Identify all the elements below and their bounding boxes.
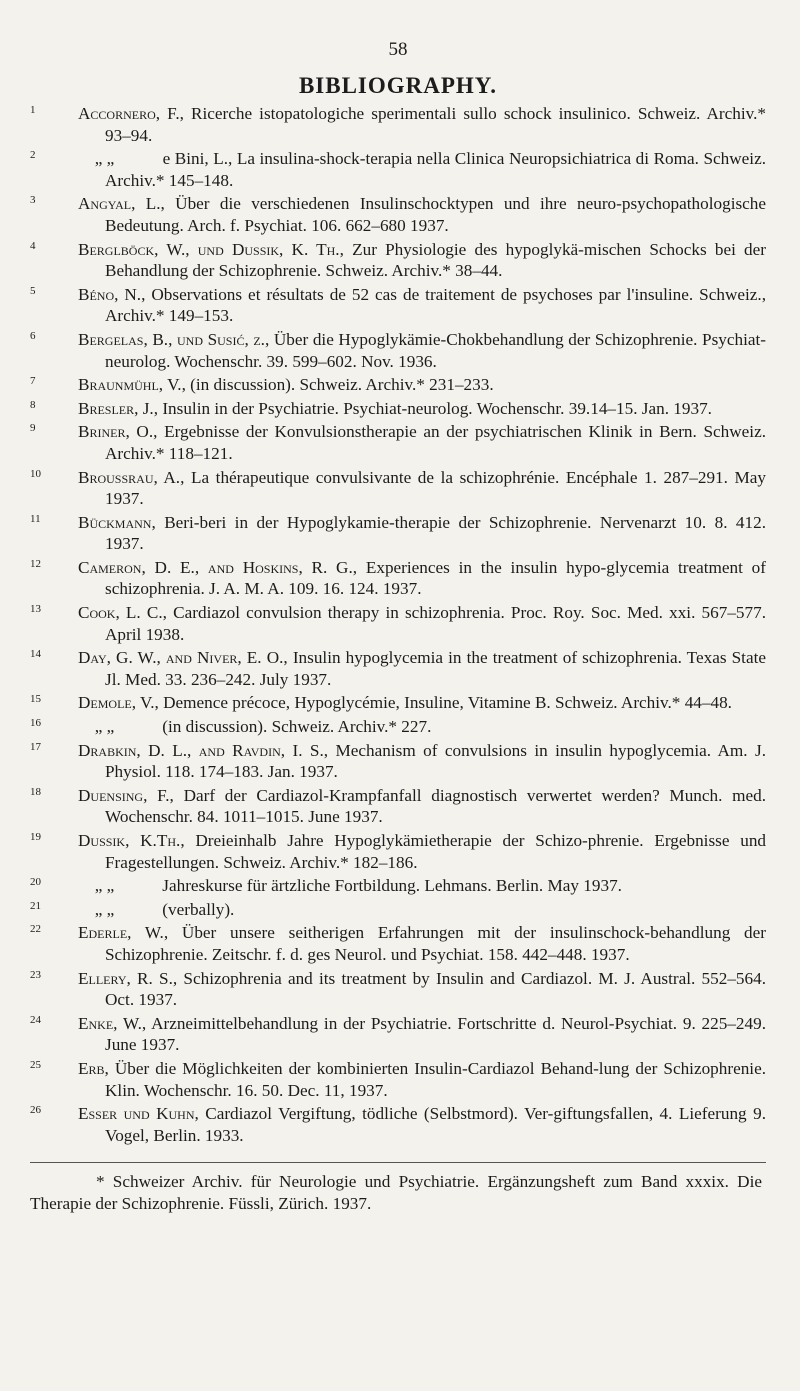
entry-author: Broussrau, A., — [78, 467, 185, 487]
entry-text — [78, 1058, 766, 1101]
entry-author: Demole, V., — [78, 693, 159, 713]
entry-author: Béno, N., — [78, 284, 146, 304]
entry-citation: Über die Hypoglykämie-Chokbehandlung der Schizophrenie. Psychiat-neurolog. Wochenschr. 39. 599–602. Nov. 1936. — [105, 329, 766, 371]
entry-text — [78, 968, 766, 1011]
entry-text — [78, 103, 766, 146]
entry-citation: Ricerche istopatologiche sperimentali sullo schock insulinico. Schweiz. Archiv.* 93–94. — [105, 104, 766, 145]
ditto-marks: „ „ — [94, 717, 115, 737]
entry-text — [78, 899, 766, 921]
ditto-marks: „ „ — [94, 149, 115, 169]
entry-number: 15 — [30, 693, 41, 706]
entry-author: Day, G. W., and Niver, E. O., — [78, 648, 288, 668]
entry-citation: Experiences in the insulin hypo-glycemia treatment of schizophrenia. J. A. M. A. 109. 16. 124. 1937. — [105, 557, 766, 599]
entry-citation: Dreieinhalb Jahre Hypoglykämietherapie der Schizo-phrenie. Ergebnisse und Fragestellungen. Schweiz. Archiv.* 182–186. — [105, 831, 767, 872]
entry-author: Erb, — [78, 1058, 109, 1078]
entry-author: Briner, O., — [78, 422, 158, 442]
entry-citation: (in discussion). Schweiz. Archiv.* 231–233. — [190, 375, 494, 395]
entry-author: Esser und Kuhn, — [78, 1104, 199, 1124]
entry-author: Ederle, W., — [78, 923, 169, 943]
bibliography-entry — [30, 467, 766, 510]
entry-number: 8 — [30, 398, 36, 411]
entry-text — [78, 692, 766, 714]
entry-citation: Über die Möglichkeiten der kombinierten Insulin-Cardiazol Behand-lung der Schizophrenie. Klin. Wochenschr. 16. 50. Dec. 11, 1937. — [105, 1058, 766, 1100]
entry-number: 21 — [30, 899, 41, 912]
bibliography-entry — [30, 740, 766, 783]
bibliography-entry — [30, 1103, 766, 1146]
bibliography-entry — [30, 692, 766, 714]
entry-citation: Arzneimittelbehandlung in der Psychiatrie. Fortschritte d. Neurol-Psychiat. 9. 225–249. June 1937. — [105, 1013, 766, 1055]
entry-number: 12 — [30, 557, 41, 570]
entry-number: 3 — [30, 194, 36, 207]
ditto-marks: „ „ — [94, 899, 115, 919]
bibliography-entry — [30, 329, 766, 372]
entry-number: 23 — [30, 968, 41, 981]
entry-number: 17 — [30, 740, 41, 753]
entry-citation: Ergebnisse der Konvulsionstherapie an der psychiatrischen Klinik in Bern. Schweiz. Archiv.* 118–121. — [105, 422, 766, 463]
entry-text — [78, 398, 766, 420]
entry-text — [78, 148, 766, 191]
entry-author: Dussik, K.Th., — [78, 831, 185, 850]
entry-author: Enke, W., — [78, 1013, 147, 1033]
bibliography-entry — [30, 968, 766, 1011]
entry-author: Bückmann, — [78, 512, 156, 532]
entry-citation: Beri-beri in der Hypoglykamie-therapie der Schizophrenie. Nervenarzt 10. 8. 412. 1937. — [105, 512, 766, 554]
entry-author: Angyal, L., — [78, 194, 165, 214]
entry-number: 6 — [30, 329, 36, 342]
entry-text — [78, 512, 766, 555]
entry-number: 22 — [30, 923, 41, 936]
entry-text — [78, 239, 766, 282]
entry-author: Accornero, F., — [78, 104, 184, 123]
entry-citation: Mechanism of convulsions in insulin hypoglycemia. Am. J. Physiol. 118. 174–183. Jan. 1937. — [105, 740, 766, 782]
entry-author: Ellery, R. S., — [78, 968, 178, 988]
entry-number: 4 — [30, 239, 36, 252]
bibliography-entry — [30, 602, 766, 645]
bibliography-entry — [30, 374, 766, 396]
entry-text — [78, 785, 766, 828]
entry-number: 11 — [30, 512, 41, 525]
page-title: BIBLIOGRAPHY. — [298, 73, 498, 98]
bibliography-entry — [30, 148, 766, 191]
ditto-marks: „ „ — [94, 876, 115, 896]
footnote: * Schweizer Archiv. für Neurologie und Psychiatrie. Ergänzungsheft zum Band xxxix. Die Therapie der Schizophrenie. Füssli, Zürich. 1937. — [30, 1172, 762, 1213]
entry-text — [78, 1103, 766, 1146]
bibliography-entry — [30, 830, 766, 873]
bibliography-entry — [30, 284, 766, 327]
entry-author: Bresler, J., — [78, 398, 159, 418]
entry-citation: Demence précoce, Hypoglycémie, Insuline, Vitamine B. Schweiz. Archiv.* 44–48. — [163, 693, 732, 713]
entry-citation: Insulin in der Psychiatrie. Psychiat-neurolog. Wochenschr. 39.14–15. Jan. 1937. — [162, 398, 712, 418]
entry-text — [78, 647, 766, 690]
entry-number: 5 — [30, 284, 36, 297]
entry-number: 18 — [30, 785, 41, 798]
entry-citation: e Bini, L., La insulina-shock-terapia nella Clinica Neuropsichiatrica di Roma. Schweiz. Archiv.* 145–148. — [105, 149, 767, 190]
entry-citation: (in discussion). Schweiz. Archiv.* 227. — [162, 717, 432, 737]
entry-text — [78, 716, 766, 738]
entry-number: 7 — [30, 375, 36, 388]
entry-citation: Über unsere seitherigen Erfahrungen mit der insulinschock-behandlung der Schizophrenie. Zeitschr. f. d. ges Neurol. und Psychiat. 158. 442–448. 1937. — [105, 923, 767, 964]
entry-author: Braunmühl, V., — [78, 375, 186, 395]
entry-author: Cook, L. C., — [78, 603, 167, 623]
entry-text — [78, 284, 766, 327]
entry-citation: Cardiazol Vergiftung, tödliche (Selbstmord). Ver-giftungsfallen, 4. Lieferung 9. Vogel, Berlin. 1933. — [105, 1104, 766, 1145]
entry-number: 14 — [30, 648, 41, 661]
bibliography-entry — [30, 899, 766, 921]
entry-citation: Über die verschiedenen Insulinschocktypen und ihre neuro-psychopathologische Bedeutung. Arch. f. Psychiat. 106. 662–680 1937. — [105, 194, 767, 235]
entry-author: Duensing, F., — [78, 785, 174, 805]
entry-author: Drabkin, D. L., and Ravdin, I. S., — [78, 740, 329, 760]
entry-text — [78, 830, 766, 873]
entry-author: Berglböck, W., und Dussik, K. Th., — [78, 239, 344, 259]
bibliography-entry — [30, 647, 766, 690]
bibliography-entry — [30, 193, 766, 236]
entry-text — [78, 374, 766, 396]
entry-number: 13 — [30, 603, 41, 616]
entry-citation: Observations et résultats de 52 cas de traitement de psychoses par l'insuline. Schweiz., Archiv.* 149–153. — [105, 284, 766, 326]
bibliography-entry — [30, 1013, 766, 1056]
entry-number: 1 — [30, 104, 36, 116]
entry-text — [78, 875, 766, 897]
bibliography-entry — [30, 398, 766, 420]
entry-citation: Zur Physiologie des hypoglykä-mischen Schocks bei der Behandlung der Schizophrenie. Schweiz. Archiv.* 38–44. — [105, 239, 766, 281]
entry-number: 16 — [30, 717, 41, 730]
entry-text — [78, 329, 766, 372]
footnote-divider — [30, 1162, 766, 1163]
entry-text — [78, 557, 766, 600]
entry-citation: (verbally). — [162, 899, 235, 919]
entry-text — [78, 1013, 766, 1056]
bibliography-entry — [30, 922, 766, 965]
entry-number: 19 — [30, 831, 41, 843]
bibliography-entry — [30, 103, 766, 146]
bibliography-entry — [30, 875, 766, 897]
bibliography-entry — [30, 557, 766, 600]
entry-number: 26 — [30, 1104, 41, 1117]
page-number: 58 — [388, 39, 408, 60]
entry-citation: La thérapeutique convulsivante de la schizophrénie. Encéphale 1. 287–291. May 1937. — [105, 467, 766, 509]
entry-number: 25 — [30, 1058, 41, 1071]
entry-text — [78, 193, 766, 236]
bibliography-entry — [30, 239, 766, 282]
bibliography-list — [30, 103, 766, 1146]
bibliography-entry — [30, 421, 766, 464]
entry-citation: Jahreskurse für ärtzliche Fortbildung. Lehmans. Berlin. May 1937. — [162, 876, 622, 896]
entry-citation: Darf der Cardiazol-Krampfanfall diagnostisch verwertet werden? Munch. med. Wochenschr. 84. 1011–1015. June 1937. — [105, 785, 766, 827]
bibliography-entry — [30, 1058, 766, 1101]
bibliography-entry — [30, 716, 766, 738]
entry-number: 24 — [30, 1013, 41, 1026]
entry-author: Bergelas, B., und Susić, z., — [78, 329, 270, 349]
entry-text — [78, 602, 766, 645]
entry-text — [78, 467, 766, 510]
entry-citation: Insulin hypoglycemia in the treatment of schizophrenia. Texas State Jl. Med. 33. 236–242. July 1937. — [105, 648, 766, 689]
bibliography-entry — [30, 785, 766, 828]
entry-number: 9 — [30, 422, 36, 435]
entry-text — [78, 740, 766, 783]
entry-number: 20 — [30, 876, 41, 889]
entry-citation: Schizophrenia and its treatment by Insulin and Cardiazol. M. J. Austral. 552–564. Oct. 1937. — [105, 968, 766, 1010]
entry-text — [78, 421, 766, 464]
entry-number: 10 — [30, 467, 41, 480]
entry-text — [78, 922, 766, 965]
entry-citation: Cardiazol convulsion therapy in schizophrenia. Proc. Roy. Soc. Med. xxi. 567–577. April 1938. — [105, 603, 767, 644]
entry-author: Cameron, D. E., and Hoskins, R. G., — [78, 557, 358, 577]
entry-number: 2 — [30, 149, 36, 162]
bibliography-entry — [30, 512, 766, 555]
